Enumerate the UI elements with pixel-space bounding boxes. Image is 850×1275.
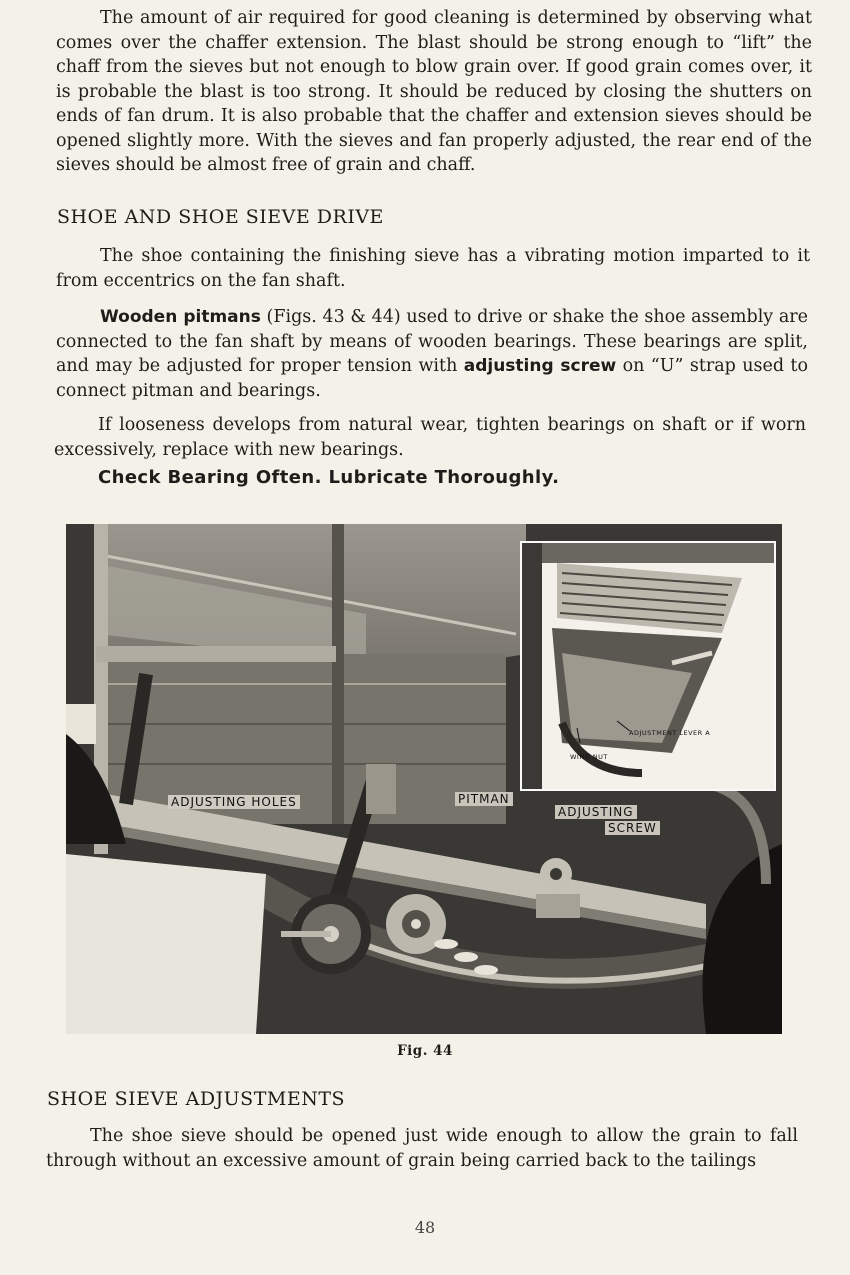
- paragraph-looseness: If looseness develops from natural wear, tighten bearings on shaft or if worn excessively, replace with new bearings.: [54, 415, 806, 460]
- instruction-check-bearing: Check Bearing Often. Lubricate Thoroughly.: [98, 467, 560, 488]
- heading-shoe-drive: SHOE AND SHOE SIEVE DRIVE: [57, 206, 384, 228]
- label-pitman: PITMAN: [455, 792, 513, 806]
- paragraph-wooden-pitmans: [56, 305, 808, 403]
- page-number: 48: [414, 1218, 436, 1237]
- paragraph-shoe-sieve: The shoe sieve should be opened just wide enough to allow the grain to fall through without an excessive amount of grain being carried back to the tailings: [46, 1126, 798, 1171]
- label-adjusting: ADJUSTING: [555, 805, 637, 819]
- sieve-inset-illustration: [522, 543, 774, 789]
- label-adjustment-lever: ADJUSTMENT LEVER A: [629, 729, 711, 737]
- label-wing-nut: WING NUT: [570, 753, 608, 761]
- paragraph-air-cleaning: The amount of air required for good cleaning is determined by observing what comes over the chaffer extension. The blast should be strong enough to “lift” the chaff from the sieves but not enough to blow grain over. If good grain comes over, it is probable the blast is too strong. It should be reduced by closing the shutters on ends of fan drum. It is also probable that the chaffer and extension sieves should be opened slightly more. With the sieves and fan properly adjusted, the rear end of the sieves should be almost free of grain and chaff.: [56, 8, 812, 175]
- heading-shoe-sieve-adjustments: SHOE SIEVE ADJUSTMENTS: [47, 1088, 346, 1110]
- paragraph-shoe-motion: The shoe containing the finishing sieve has a vibrating motion imparted to it from eccentrics on the fan shaft.: [56, 246, 810, 291]
- label-screw: SCREW: [605, 821, 660, 835]
- figure-caption: Fig. 44: [397, 1043, 453, 1059]
- term-wooden-pitmans: Wooden pitmans: [100, 307, 261, 327]
- paragraph-text: (Figs. 43 & 44) used to drive or shake the shoe assembly are connected to the fan shaft by means of wooden bearings. These bearings are split, and may be adjusted for proper tension with: [56, 307, 808, 376]
- paragraph-text-end: on “U” strap used to connect pitman and bearings.: [56, 356, 809, 401]
- label-adjusting-holes: ADJUSTING HOLES: [168, 795, 300, 809]
- term-adjusting-screw: adjusting screw: [463, 356, 617, 376]
- figure-inset-sieve: [520, 541, 776, 791]
